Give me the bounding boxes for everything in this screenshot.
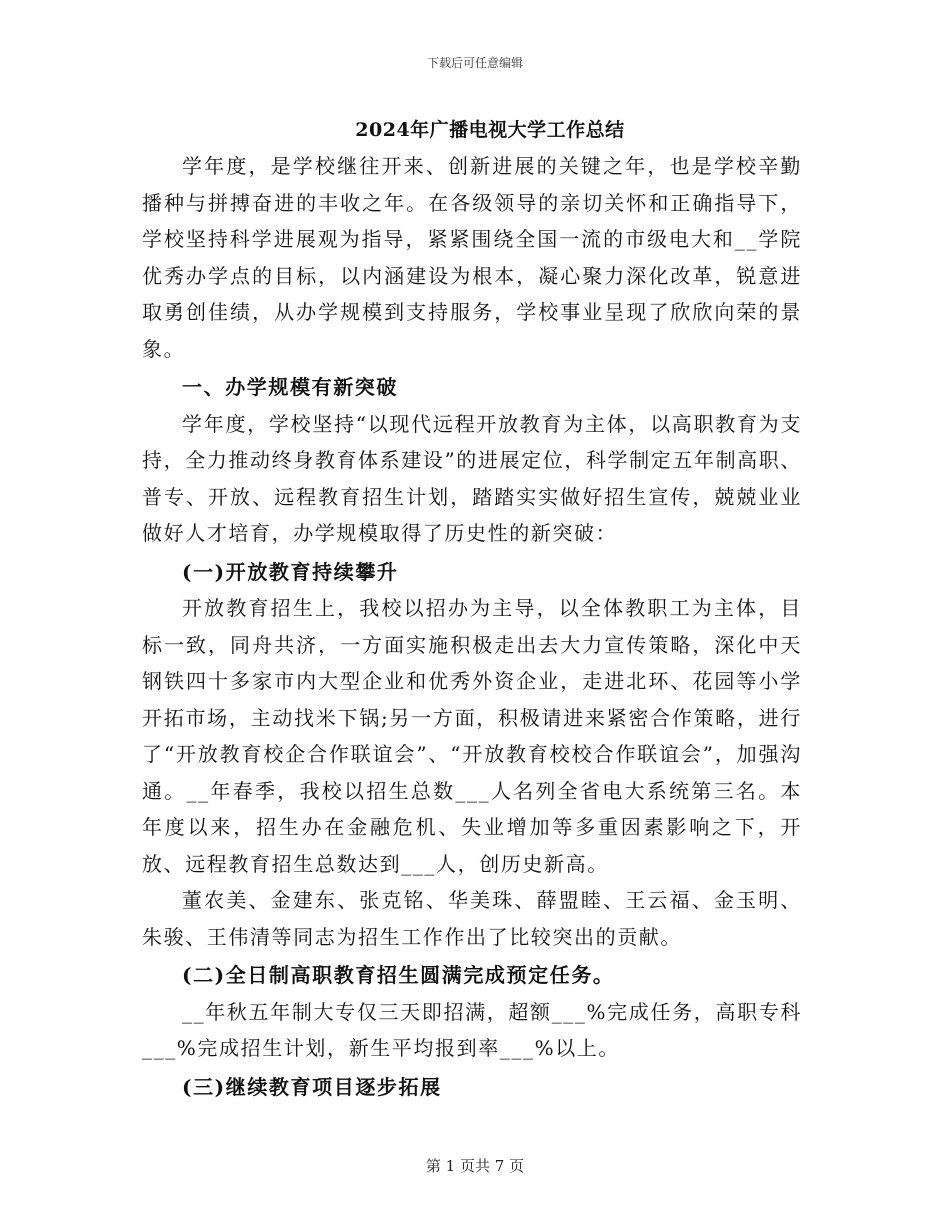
header-note: 下载后可任意编辑 bbox=[426, 56, 523, 70]
section-heading-1: 一、办学规模有新突破 bbox=[182, 375, 398, 399]
subsection-heading-2: (二)全日制高职教育招生圆满完成预定任务。 bbox=[182, 963, 615, 987]
document-body bbox=[142, 148, 802, 1105]
page-number-footer: 第 1 页共 7 页 bbox=[425, 1157, 525, 1175]
contributors-paragraph: 董农美、金建东、张克铭、华美珠、薛盟睦、王云福、金玉明、朱骏、王伟清等同志为招生工作作出了比较突出的贡献。 bbox=[142, 888, 802, 949]
section-1-paragraph: 学年度，学校坚持“以现代远程开放教育为主体，以高职教育为支持，全力推动终身教育体系建设”的进展定位，科学制定五年制高职、普专、开放、远程教育招生计划，踏踏实实做好招生宣传，兢兢业业做好人才培育，办学规模取得了历史性的新突破： bbox=[142, 411, 802, 545]
intro-paragraph: 学年度，是学校继往开来、创新进展的关键之年，也是学校辛勤播种与拼搏奋进的丰收之年。在各级领导的亲切关怀和正确指导下，学校坚持科学进展观为指导，紧紧围绕全国一流的市级电大和__学院优秀办学点的目标，以内涵建设为根本，凝心聚力深化改革，锐意进取勇创佳绩，从办学规模到支持服务，学校事业呈现了欣欣向荣的景象。 bbox=[142, 154, 802, 361]
document-title: 2024年广播电视大学工作总结 bbox=[355, 119, 625, 141]
subsection-heading-3: (三)继续教育项目逐步拓展 bbox=[182, 1074, 442, 1099]
subsection-1-paragraph: 开放教育招生上，我校以招办为主导，以全体教职工为主体，目标一致，同舟共济，一方面实施积极走出去大力宣传策略，深化中天钢铁四十多家市内大型企业和优秀外资企业，走进北环、花园等小学开拓市场，主动找米下锅;另一方面，积极请进来紧密合作策略，进行了“开放教育校企合作联谊会”、“开放教育校校合作联谊会”，加强沟通。__年春季，我校以招生总数___人名列全省电大系统第三名。本年度以来，招生办在金融危机、失业增加等多重因素影响之下，开放、远程教育招生总数达到___人，创历史新高。 bbox=[142, 596, 802, 876]
subsection-heading-1: (一)开放教育持续攀升 bbox=[182, 559, 399, 584]
subsection-2-paragraph: __年秋五年制大专仅三天即招满，超额___%完成任务，高职专科___%完成招生计划，新生平均报到率___%以上。 bbox=[142, 999, 802, 1060]
